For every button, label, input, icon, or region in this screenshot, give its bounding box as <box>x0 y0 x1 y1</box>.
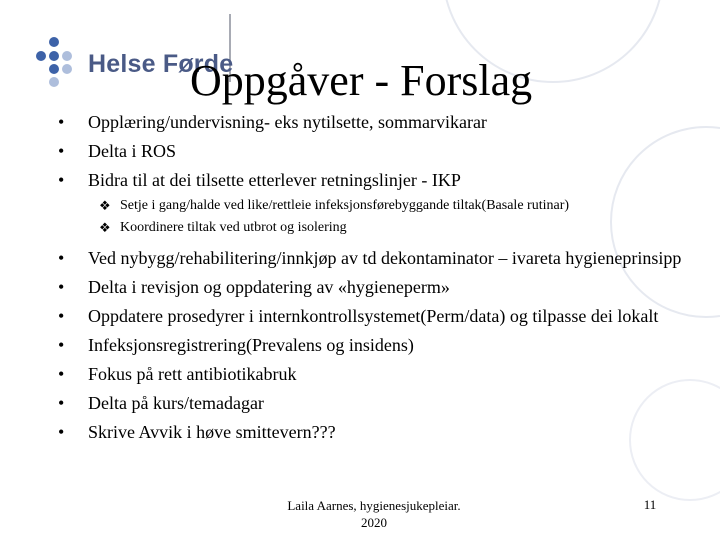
slide-title: Oppgåver - Forslag <box>190 56 533 105</box>
logo-text: Helse Førde <box>88 50 234 78</box>
bullet-item: • Bidra til at dei tilsette etterlever retningslinjer - IKP <box>58 169 688 192</box>
sub-bullet-text: Koordinere tiltak ved utbrot og isolering <box>120 220 347 235</box>
bullet-item: • Delta på kurs/temadagar <box>58 392 688 415</box>
bullet-item: • Skrive Avvik i høve smittevern??? <box>58 421 688 444</box>
footer-author: Laila Aarnes, hygienesjukepleiar. <box>287 498 461 513</box>
bullet-item: • Oppdatere prosedyrer i internkontrollsystemet(Perm/data) og tilpasse dei lokalt <box>58 305 688 328</box>
diamond-bullet-icon: ❖ <box>99 220 111 235</box>
bullet-item: • Delta i ROS <box>58 140 688 163</box>
bullet-list <box>58 111 688 450</box>
sub-bullet-text: Setje i gang/halde ved like/rettleie infeksjonsførebyggande tiltak(Basale rutinar) <box>120 198 570 213</box>
bullet-item: • Opplæring/undervisning- eks nytilsette, sommarvikarar <box>58 111 688 134</box>
footer-year: 2020 <box>361 515 387 530</box>
bullet-item: • Ved nybygg/rehabilitering/innkjøp av td dekontaminator – ivareta hygieneprinsipp <box>58 247 688 270</box>
sub-bullet-item <box>58 197 688 215</box>
sub-bullet-item <box>58 219 688 237</box>
footer <box>240 497 508 531</box>
bullet-item: • Fokus på rett antibiotikabruk <box>58 363 688 386</box>
page-number: 11 <box>643 497 657 512</box>
bullet-item: • Infeksjonsregistrering(Prevalens og insidens) <box>58 334 688 357</box>
bullet-item: • Delta i revisjon og oppdatering av «hygieneperm» <box>58 276 688 299</box>
diamond-bullet-icon: ❖ <box>99 198 111 213</box>
